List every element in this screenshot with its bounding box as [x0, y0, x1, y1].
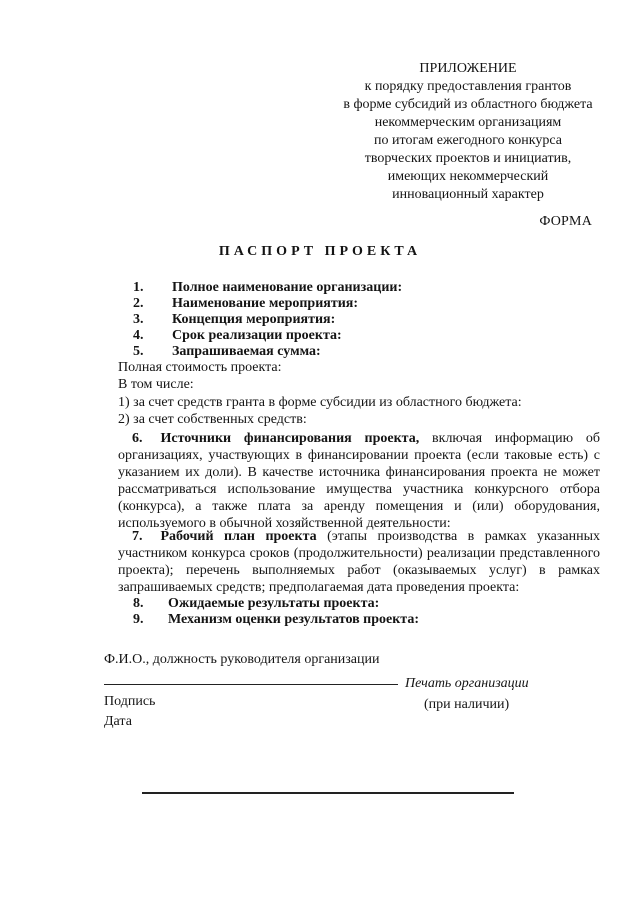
appendix-block [318, 60, 618, 204]
cost-including: В том числе: [118, 377, 194, 392]
item-label: Запрашиваемая сумма: [172, 344, 321, 359]
signature-line [104, 684, 398, 685]
item-label: Рабочий план проекта [160, 529, 317, 544]
item-label: Наименование мероприятия: [172, 296, 359, 311]
appendix-line: к порядку предоставления грантов [364, 79, 572, 94]
item-number: 8. [133, 596, 144, 611]
item-number: 4. [133, 328, 144, 343]
seal-note: (при наличии) [424, 697, 510, 712]
item-number: 6. [132, 431, 143, 446]
appendix-line: инновационный характер [392, 187, 544, 202]
item-number: 5. [133, 344, 144, 359]
item-label: Источники финансирования проекта, [160, 431, 420, 446]
item-number: 3. [133, 312, 144, 327]
item-number: 9. [133, 612, 144, 627]
item-text: включая информацию об организациях, участвующих в финансировании проекта (если таковые есть) с указанием их доли). В качестве источника финансирования проекта не может рассматриваться использование имущества участника конкурсного отбора (конкурса), а также плата за аренду помещения и (или) оборудования, используемого в обычной хозяйственной деятельности: [118, 431, 601, 531]
date-caption: Дата [104, 714, 132, 729]
item-text: (этапы производства в рамках указанных участником конкурса сроков (продолжительности) реализации представленного проекта); перечень выполняемых работ (оказываемых услуг) в рамках запрашиваемых средств; предполагаемая дата проведения проекта: [118, 529, 601, 595]
item-label: Ожидаемые результаты проекта: [168, 596, 380, 611]
appendix-line: в форме субсидий из областного бюджета [343, 97, 593, 112]
appendix-line: имеющих некоммерческий [387, 169, 549, 184]
document-title: ПАСПОРТ ПРОЕКТА [218, 244, 422, 259]
item-label: Механизм оценки результатов проекта: [168, 612, 419, 627]
total-cost: Полная стоимость проекта: [118, 360, 282, 375]
cost-grant: 1) за счет средств гранта в форме субсидии из областного бюджета: [118, 395, 522, 410]
signature-caption: Подпись [104, 694, 156, 709]
item-7-paragraph [118, 528, 600, 596]
appendix-line: некоммерческим организациям [374, 115, 562, 130]
seal-caption: Печать организации [405, 676, 529, 691]
item-label: Концепция мероприятия: [172, 312, 336, 327]
appendix-line: творческих проектов и инициатив, [364, 151, 572, 166]
appendix-heading: ПРИЛОЖЕНИЕ [419, 61, 517, 76]
appendix-line: по итогам ежегодного конкурса [374, 133, 562, 148]
item-label: Срок реализации проекта: [172, 328, 342, 343]
head-signature-caption: Ф.И.О., должность руководителя организации [104, 652, 380, 667]
item-number: 7. [132, 529, 143, 544]
cost-own: 2) за счет собственных средств: [118, 412, 307, 427]
item-number: 1. [133, 280, 144, 295]
item-label: Полное наименование организации: [172, 280, 403, 295]
bottom-divider [142, 792, 514, 794]
item-6-paragraph [118, 430, 600, 532]
form-label: ФОРМА [539, 214, 592, 229]
item-number: 2. [133, 296, 144, 311]
